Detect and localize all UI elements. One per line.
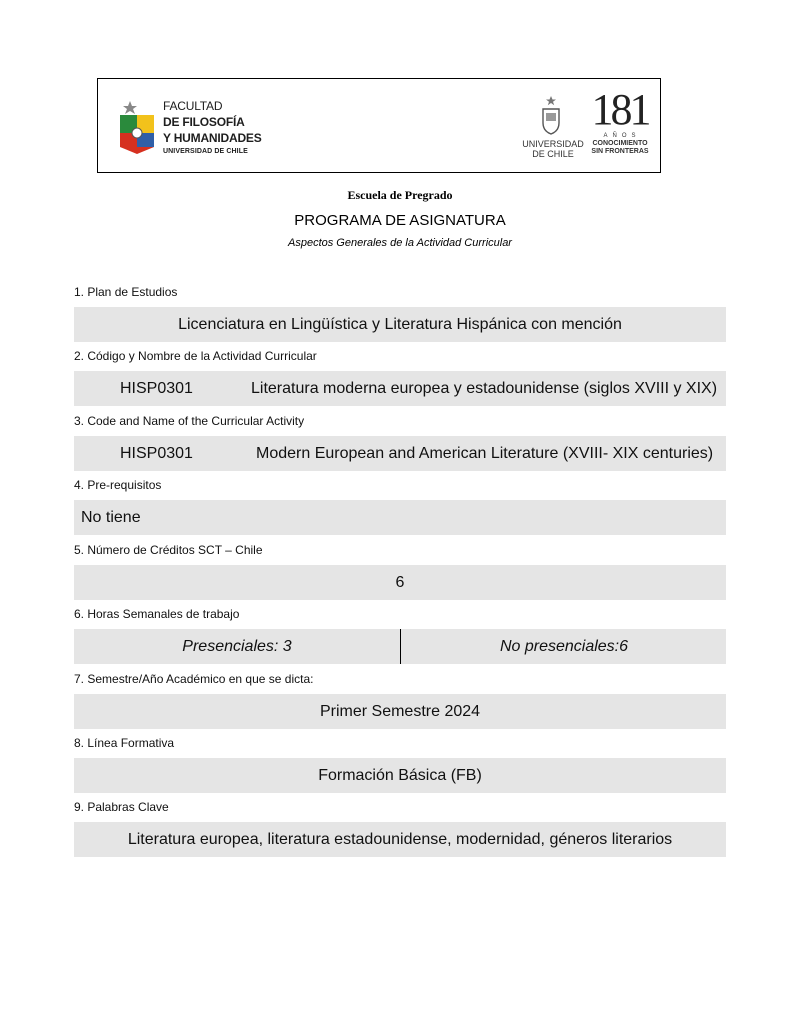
- university-name: [518, 139, 588, 159]
- section-6-label: 6. Horas Semanales de trabajo: [74, 607, 240, 621]
- credits-box: [74, 565, 726, 600]
- keywords-box: [74, 822, 726, 857]
- faculty-line-3: Y HUMANIDADES: [163, 131, 262, 145]
- section-3-label: 3. Code and Name of the Curricular Activity: [74, 414, 305, 428]
- university-shield-logo: [540, 95, 562, 135]
- section-5-label: 5. Número de Créditos SCT – Chile: [74, 543, 263, 557]
- semester-value: Primer Semestre 2024: [319, 703, 481, 720]
- prerequisites-value: No tiene: [81, 509, 141, 526]
- aspects-subtitle: Aspectos Generales de la Actividad Curricular: [288, 237, 512, 249]
- anniversary-number: 181: [591, 85, 649, 134]
- section-7-label: 7. Semestre/Año Académico en que se dicta:: [74, 672, 314, 686]
- program-title: PROGRAMA DE ASIGNATURA: [294, 212, 506, 229]
- slogan: [590, 140, 650, 156]
- study-plan-value: Licenciatura en Lingüística y Literatura Hispánica con mención: [178, 316, 622, 333]
- header-banner: [97, 78, 661, 173]
- faculty-name: [163, 98, 303, 157]
- faculty-line-1: FACULTAD: [163, 99, 223, 113]
- section-9-label: 9. Palabras Clave: [74, 800, 169, 814]
- faculty-shield-logo: [118, 99, 156, 154]
- semester-box: [74, 694, 726, 729]
- activity-name: Literatura moderna europea y estadounidense (siglos XVIII y XIX): [251, 380, 718, 397]
- section-4-label: 4. Pre-requisitos: [74, 478, 162, 492]
- formative-line-value: Formación Básica (FB): [318, 767, 482, 784]
- anniversary-word: AÑOS: [603, 133, 641, 139]
- slogan-line-2: SIN FRONTERAS: [591, 148, 649, 155]
- section-1-label: 1. Plan de Estudios: [74, 285, 178, 299]
- activity-code-name-box: [74, 371, 726, 406]
- prerequisites-box: [74, 500, 726, 535]
- faculty-line-2: DE FILOSOFÍA: [163, 115, 245, 129]
- university-line-2: DE CHILE: [532, 149, 574, 159]
- in-person-hours: Presenciales: 3: [182, 638, 292, 655]
- activity-code-name-en-box: [74, 436, 726, 471]
- formative-line-box: [74, 758, 726, 793]
- keywords-value: Literatura europea, literatura estadounidense, modernidad, géneros literarios: [127, 831, 673, 848]
- activity-code: HISP0301: [120, 380, 193, 397]
- activity-name-en: Modern European and American Literature (XVIII- XIX centuries): [256, 445, 714, 462]
- credits-value: 6: [395, 574, 405, 591]
- weekly-hours-box: [74, 629, 726, 664]
- school-title: Escuela de Pregrado: [347, 188, 453, 202]
- section-2-label: 2. Código y Nombre de la Actividad Curricular: [74, 349, 317, 363]
- activity-code-en: HISP0301: [120, 445, 193, 462]
- anniversary-logo: [590, 85, 650, 156]
- remote-hours: No presenciales:6: [499, 638, 629, 655]
- university-line-1: UNIVERSIDAD: [522, 139, 584, 149]
- study-plan-box: [74, 307, 726, 342]
- slogan-line-1: CONOCIMIENTO: [592, 140, 648, 147]
- faculty-university: UNIVERSIDAD DE CHILE: [163, 148, 248, 155]
- section-8-label: 8. Línea Formativa: [74, 736, 175, 750]
